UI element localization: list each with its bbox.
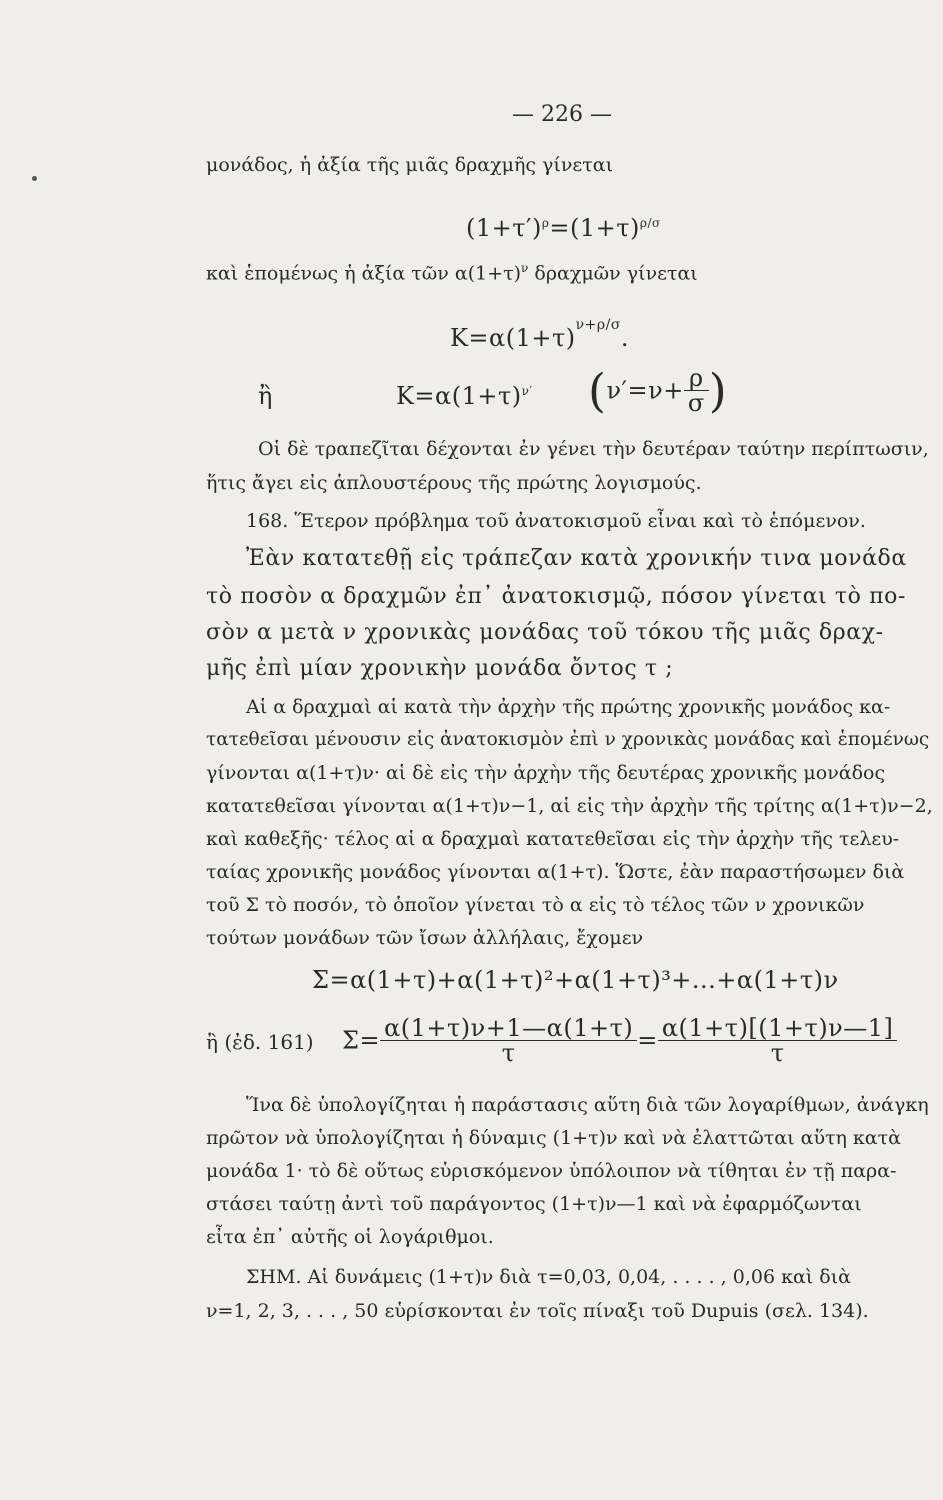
fraction-denominator: τ (501, 1039, 516, 1067)
eq1-lhs-exp: ρ (541, 216, 550, 230)
solution-line: γίνονται α(1+τ)ν· αἱ δὲ εἰς τὴν ἀρχὴν τῆς δευτέρας χρονικῆς μονάδος (206, 762, 886, 784)
text-fragment: καὶ ἑπομένως ἡ ἀξία τῶν α(1+τ) (206, 262, 522, 285)
note-line: ν=1, 2, 3, . . . , 50 εὑρίσκονται ἐν τοῖς πίναξι τοῦ Dupuis (σελ. 134). (206, 1300, 869, 1322)
problem-line: σὸν α μετὰ ν χρονικὰς μονάδας τοῦ τόκου τῆς μιᾶς δραχ- (206, 620, 884, 645)
eq2-body: K=α(1+τ) (450, 324, 576, 352)
eq1-rhs: =(1+τ) (549, 214, 640, 242)
solution-line: καὶ καθεξῆς· τέλος αἱ α δραχμαὶ κατατεθεῖσαι εἰς τὴν ἀρχὴν τῆς τελευ- (206, 828, 900, 850)
text-line: στάσει ταύτῃ ἀντὶ τοῦ παράγοντος (1+τ)ν—1 καὶ νὰ ἐφαρμόζωνται (206, 1193, 862, 1215)
text-line: Ἵνα δὲ ὑπολογίζηται ἡ παράστασις αὕτη διὰ τῶν λογαρίθμων, ἀνάγκη (246, 1094, 929, 1116)
equation-1 (466, 216, 661, 240)
text-line: μονάδος, ἡ ἀξία τῆς μιᾶς δραχμῆς γίνεται (206, 154, 614, 176)
solution-line: ταίας χρονικῆς μονάδος γίνονται α(1+τ). Ὥστε, ἐὰν παραστήσωμεν διὰ (206, 861, 905, 883)
solution-line: Αἱ α δραχμαὶ αἱ κατὰ τὴν ἀρχὴν τῆς πρώτης χρονικῆς μονάδος κα- (246, 696, 891, 718)
eq2-end: . (620, 324, 630, 352)
eq3-left-exp: ν′ (521, 384, 533, 398)
eq1-rhs-exp: ρ/σ (639, 216, 661, 230)
fraction-denominator: σ (687, 389, 705, 417)
eq5-fraction-2 (658, 1016, 898, 1065)
text-line: ἥτις ἄγει εἰς ἁπλουστέρους τῆς πρώτης λογισμούς. (206, 472, 702, 494)
equation-3 (396, 384, 533, 408)
page-speck (32, 176, 37, 181)
problem-line: τὸ ποσὸν α δραχμῶν ἐπ᾽ ἀνατοκισμῷ, πόσον γίνεται τὸ πο- (206, 584, 907, 609)
fraction-numerator: α(1+τ)ν+1—α(1+τ) (380, 1016, 637, 1041)
note-line: ΣΗΜ. Αἱ δυνάμεις (1+τ)ν διὰ τ=0,03, 0,04, . . . . , 0,06 καὶ διὰ (246, 1266, 851, 1288)
text-line: Οἱ δὲ τραπεζῖται δέχονται ἐν γένει τὴν δευτέραν ταύτην περίπτωσιν, (258, 438, 929, 460)
eq3-inner: ν′=ν+ (606, 376, 684, 405)
fraction-numerator: α(1+τ)[(1+τ)ν—1] (658, 1016, 898, 1041)
equation-5 (342, 1016, 897, 1065)
solution-line: τοῦ Σ τὸ ποσόν, τὸ ὁποῖον γίνεται τὸ α εἰς τὸ τέλος τῶν ν χρονικῶν (206, 894, 865, 916)
paren-close: ) (708, 363, 728, 418)
page-number: — 226 — (512, 102, 612, 127)
solution-line: κατατεθεῖσαι γίνονται α(1+τ)ν−1, αἱ εἰς τὴν ἀρχὴν τῆς τρίτης α(1+τ)ν−2, (206, 795, 933, 817)
equation-5-lead: ἢ (ἐδ. 161) (206, 1030, 314, 1054)
text-line: εἶτα ἐπ᾽ αὐτῆς οἱ λογάριθμοι. (206, 1226, 494, 1248)
problem-line: μῆς ἐπὶ μίαν χρονικὴν μονάδα ὄντος τ ; (206, 656, 674, 681)
problem-line: Ἐὰν κατατεθῇ εἰς τράπεζαν κατὰ χρονικήν τινα μονάδα (246, 546, 907, 571)
fraction-numerator: ρ (684, 366, 709, 391)
paren-open: ( (588, 363, 607, 418)
text-fragment: δραχμῶν γίνεται (528, 262, 698, 285)
solution-line: τούτων μονάδων τῶν ἴσων ἀλλήλαις, ἔχομεν (206, 927, 644, 949)
equation-4: Σ=α(1+τ)+α(1+τ)²+α(1+τ)³+...+α(1+τ)ν (312, 966, 839, 994)
eq5-fraction-1 (380, 1016, 637, 1065)
eq5-sigma: Σ= (342, 1026, 381, 1055)
text-line (206, 262, 698, 283)
text-line: πρῶτον νὰ ὑπολογίζηται ἡ δύναμις (1+τ)ν καὶ νὰ ἐλαττῶται αὕτη κατὰ (206, 1127, 901, 1149)
text-line: μονάδα 1· τὸ δὲ οὕτως εὑρισκόμενον ὑπόλοιπον νὰ τίθηται ἐν τῇ παρα- (206, 1160, 897, 1182)
equation-3-lead: ἢ (258, 382, 273, 410)
equation-3-paren (588, 363, 728, 418)
fraction-denominator: τ (770, 1039, 785, 1067)
section-heading: 168. Ἕτερον πρόβλημα τοῦ ἀνατοκισμοῦ εἶναι καὶ τὸ ἑπόμενον. (246, 510, 866, 532)
eq1-lhs: (1+τ′) (466, 214, 542, 242)
eq3-left: K=α(1+τ) (396, 382, 522, 410)
exponent: ν (521, 261, 529, 275)
eq3-fraction (684, 366, 709, 415)
eq5-equals: = (637, 1026, 658, 1055)
solution-line: τατεθεῖσαι μένουσιν εἰς ἀνατοκισμὸν ἐπὶ ν χρονικὰς μονάδας καὶ ἑπομένως (206, 729, 930, 750)
eq2-exp: ν+ρ/σ (575, 317, 621, 333)
